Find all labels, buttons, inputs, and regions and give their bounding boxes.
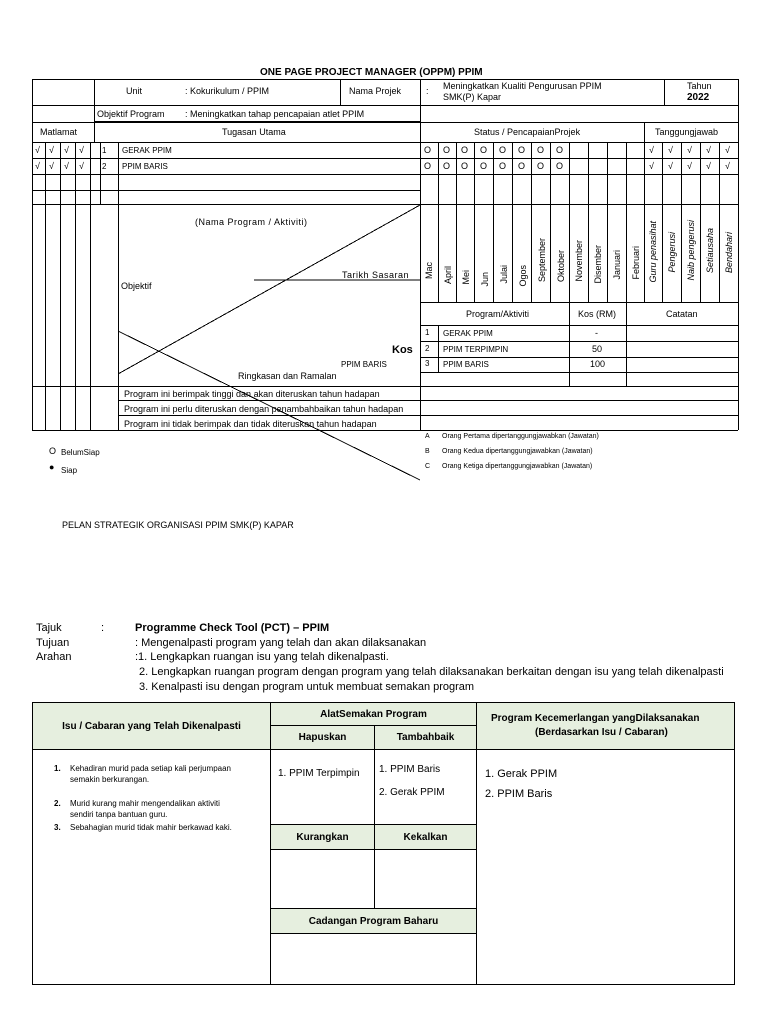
role-label: Guru penasihat xyxy=(648,221,658,283)
month-label: September xyxy=(537,238,547,283)
objective-label: Objektif Program xyxy=(97,109,165,119)
owner-letter: C xyxy=(425,463,431,470)
month-label: Mac xyxy=(424,262,434,280)
program-row-cost: 50 xyxy=(592,344,603,354)
owner-text: Orang Pertama dipertanggungjawabkan (Jawatan) xyxy=(442,433,599,440)
diagram-program-label: (Nama Program / Aktiviti) xyxy=(195,217,308,227)
unit-label: Unit xyxy=(126,86,143,96)
status-mark: O xyxy=(443,161,451,171)
issue-line: Kehadiran murid pada setiap kali perjumpaan xyxy=(70,764,231,773)
resp-mark: √ xyxy=(668,161,673,171)
check-mark: √ xyxy=(49,161,54,171)
excellence-header-line1: Program Kecemerlangan yangDilaksanakan xyxy=(491,713,700,724)
status-mark: O xyxy=(480,145,488,155)
task-no: 2 xyxy=(102,162,107,171)
cadangan-header: Cadangan Program Baharu xyxy=(308,915,439,927)
project-name-label: Nama Projek xyxy=(349,86,402,96)
diagram-target-date-label: Tarikh Sasaran xyxy=(342,270,410,280)
tambahbaik-header: Tambahbaik xyxy=(396,732,455,743)
unit-value: : Kokurikulum / PPIM xyxy=(185,86,270,96)
status-mark: O xyxy=(480,161,488,171)
tajuk-colon: : xyxy=(101,622,105,634)
conclusion-row: Program ini berimpak tinggi dan akan diteruskan tahun hadapan xyxy=(124,389,380,399)
issue-line: sendiri tanpa bantuan guru. xyxy=(70,810,168,819)
check-mark: √ xyxy=(35,145,40,155)
note-table-header: Catatan xyxy=(666,309,698,319)
status-mark: O xyxy=(537,145,545,155)
program-row-no: 3 xyxy=(425,359,430,368)
objective-value: : Meningkatkan tahap pencapaian atlet PPIM xyxy=(185,109,365,119)
year-value: 2022 xyxy=(687,92,710,103)
status-mark: O xyxy=(499,161,507,171)
project-name-line1: Meningkatkan Kualiti Pengurusan PPIM xyxy=(443,81,602,91)
cost-table-header: Kos (RM) xyxy=(578,309,616,319)
arahan-label: Arahan xyxy=(36,651,72,663)
task-no: 1 xyxy=(102,146,107,155)
pending-text: BelumSiap xyxy=(61,448,100,457)
diagram-summary-label: Ringkasan dan Ramalan xyxy=(238,371,337,381)
diagram-objective-label: Objektif xyxy=(121,281,152,291)
kurangkan-header: Kurangkan xyxy=(296,831,349,843)
arahan-2: 2. Lengkapkan ruangan program dengan program yang telah dilaksanakan berkaitan dengan isu yang telah dikenalpasti xyxy=(139,666,724,678)
status-header: Status / PencapaianProjek xyxy=(474,127,581,137)
month-label: November xyxy=(574,240,584,282)
arahan-3: 3. Kenalpasti isu dengan program untuk membuat semakan program xyxy=(139,681,475,693)
issues-header: Isu / Cabaran yang Telah Dikenalpasti xyxy=(62,720,241,732)
tajuk-label: Tajuk xyxy=(36,622,62,634)
status-mark: O xyxy=(537,161,545,171)
status-mark: O xyxy=(443,145,451,155)
month-label: Januari xyxy=(612,250,622,280)
program-table-header: Program/Aktiviti xyxy=(466,309,530,319)
resp-mark: √ xyxy=(706,145,711,155)
program-row-name: PPIM BARIS xyxy=(443,360,489,369)
project-colon: : xyxy=(426,86,429,96)
role-label: Bendahari xyxy=(724,232,734,274)
status-mark: O xyxy=(424,145,432,155)
program-row-name: GERAK PPIM xyxy=(443,329,493,338)
done-text: Siap xyxy=(61,466,78,475)
tujuan-label: Tujuan xyxy=(36,637,70,649)
strategic-plan-title: PELAN STRATEGIK ORGANISASI PPIM SMK(P) KAPAR xyxy=(62,520,294,530)
month-label: Jun xyxy=(480,272,490,287)
month-label: Disember xyxy=(593,245,603,284)
issue-line: Sebahagian murid tidak mahir berkawad kaki. xyxy=(70,823,232,832)
diagram-ppim-baris: PPIM BARIS xyxy=(341,360,387,369)
excellence-item: 1. Gerak PPIM xyxy=(485,768,558,780)
conclusion-row: Program ini perlu diteruskan dengan penambahbaikan tahun hadapan xyxy=(124,404,404,414)
tool-header: AlatSemakan Program xyxy=(320,708,427,720)
resp-mark: √ xyxy=(687,161,692,171)
role-label: Naib pengerusi xyxy=(686,220,696,281)
resp-mark: √ xyxy=(687,145,692,155)
project-name-line2: SMK(P) Kapar xyxy=(443,92,502,102)
resp-mark: √ xyxy=(649,161,654,171)
done-symbol: ● xyxy=(49,462,55,472)
status-mark: O xyxy=(518,145,526,155)
arahan-1: :1. Lengkapkan ruangan isu yang telah dikenalpasti. xyxy=(135,651,389,663)
issue-line: Murid kurang mahir mengendalikan aktiviti xyxy=(70,799,220,808)
month-label: Oktober xyxy=(556,250,566,283)
tajuk-value: Programme Check Tool (PCT) – PPIM xyxy=(135,622,330,634)
issue-number: 3. xyxy=(54,823,61,832)
diagram-cost-label: Kos xyxy=(392,344,413,356)
program-row-name: PPIM TERPIMPIN xyxy=(443,345,509,354)
hapuskan-item: 1. PPIM Terpimpin xyxy=(278,768,360,779)
status-mark: O xyxy=(556,145,564,155)
task-name: PPIM BARIS xyxy=(122,162,168,171)
tugasan-header: Tugasan Utama xyxy=(222,127,286,137)
check-mark: √ xyxy=(35,161,40,171)
resp-mark: √ xyxy=(706,161,711,171)
status-mark: O xyxy=(461,145,469,155)
status-mark: O xyxy=(499,145,507,155)
status-mark: O xyxy=(518,161,526,171)
program-row-cost: 100 xyxy=(590,359,606,369)
tambahbaik-item: 2. Gerak PPIM xyxy=(379,787,445,798)
owner-letter: A xyxy=(425,433,430,440)
owner-text: Orang Kedua dipertanggungjawabkan (Jawatan) xyxy=(442,448,593,455)
matlamat-header: Matlamat xyxy=(40,127,78,137)
responsibility-header: Tanggungjawab xyxy=(655,127,719,137)
program-row-cost: - xyxy=(595,328,598,338)
month-label: Ogos xyxy=(518,265,528,287)
hapuskan-header: Hapuskan xyxy=(298,732,347,743)
month-label: April xyxy=(443,266,453,285)
oppm-title: ONE PAGE PROJECT MANAGER (OPPM) PPIM xyxy=(260,67,483,78)
check-mark: √ xyxy=(79,161,84,171)
excellence-header-line2: (Berdasarkan Isu / Cabaran) xyxy=(535,727,668,738)
check-mark: √ xyxy=(64,161,69,171)
resp-mark: √ xyxy=(668,145,673,155)
issue-number: 2. xyxy=(54,799,61,808)
conclusion-row: Program ini tidak berimpak dan tidak diteruskan tahun hadapan xyxy=(124,419,377,429)
pending-symbol: O xyxy=(49,446,57,456)
resp-mark: √ xyxy=(725,161,730,171)
excellence-item: 2. PPIM Baris xyxy=(485,788,553,800)
status-mark: O xyxy=(424,161,432,171)
check-mark: √ xyxy=(64,145,69,155)
owner-text: Orang Ketiga dipertanggungjawabkan (Jawatan) xyxy=(442,463,593,470)
program-row-no: 1 xyxy=(425,328,430,337)
role-label: Setiausaha xyxy=(705,228,715,274)
issue-number: 1. xyxy=(54,764,61,773)
month-label: Februari xyxy=(631,246,641,280)
kekalkan-header: Kekalkan xyxy=(403,831,448,843)
owner-letter: B xyxy=(425,448,430,455)
program-row-no: 2 xyxy=(425,344,430,353)
status-mark: O xyxy=(556,161,564,171)
year-label: Tahun xyxy=(687,81,712,91)
resp-mark: √ xyxy=(725,145,730,155)
check-mark: √ xyxy=(79,145,84,155)
tambahbaik-item: 1. PPIM Baris xyxy=(379,764,441,775)
status-mark: O xyxy=(461,161,469,171)
issue-line: semakin berkurangan. xyxy=(70,775,150,784)
resp-mark: √ xyxy=(649,145,654,155)
role-label: Pengerusi xyxy=(667,232,677,273)
month-label: Mei xyxy=(461,270,471,285)
check-mark: √ xyxy=(49,145,54,155)
month-label: Julai xyxy=(499,265,509,284)
task-name: GERAK PPIM xyxy=(122,146,172,155)
tujuan-value: : Mengenalpasti program yang telah dan akan dilaksanakan xyxy=(135,637,427,649)
